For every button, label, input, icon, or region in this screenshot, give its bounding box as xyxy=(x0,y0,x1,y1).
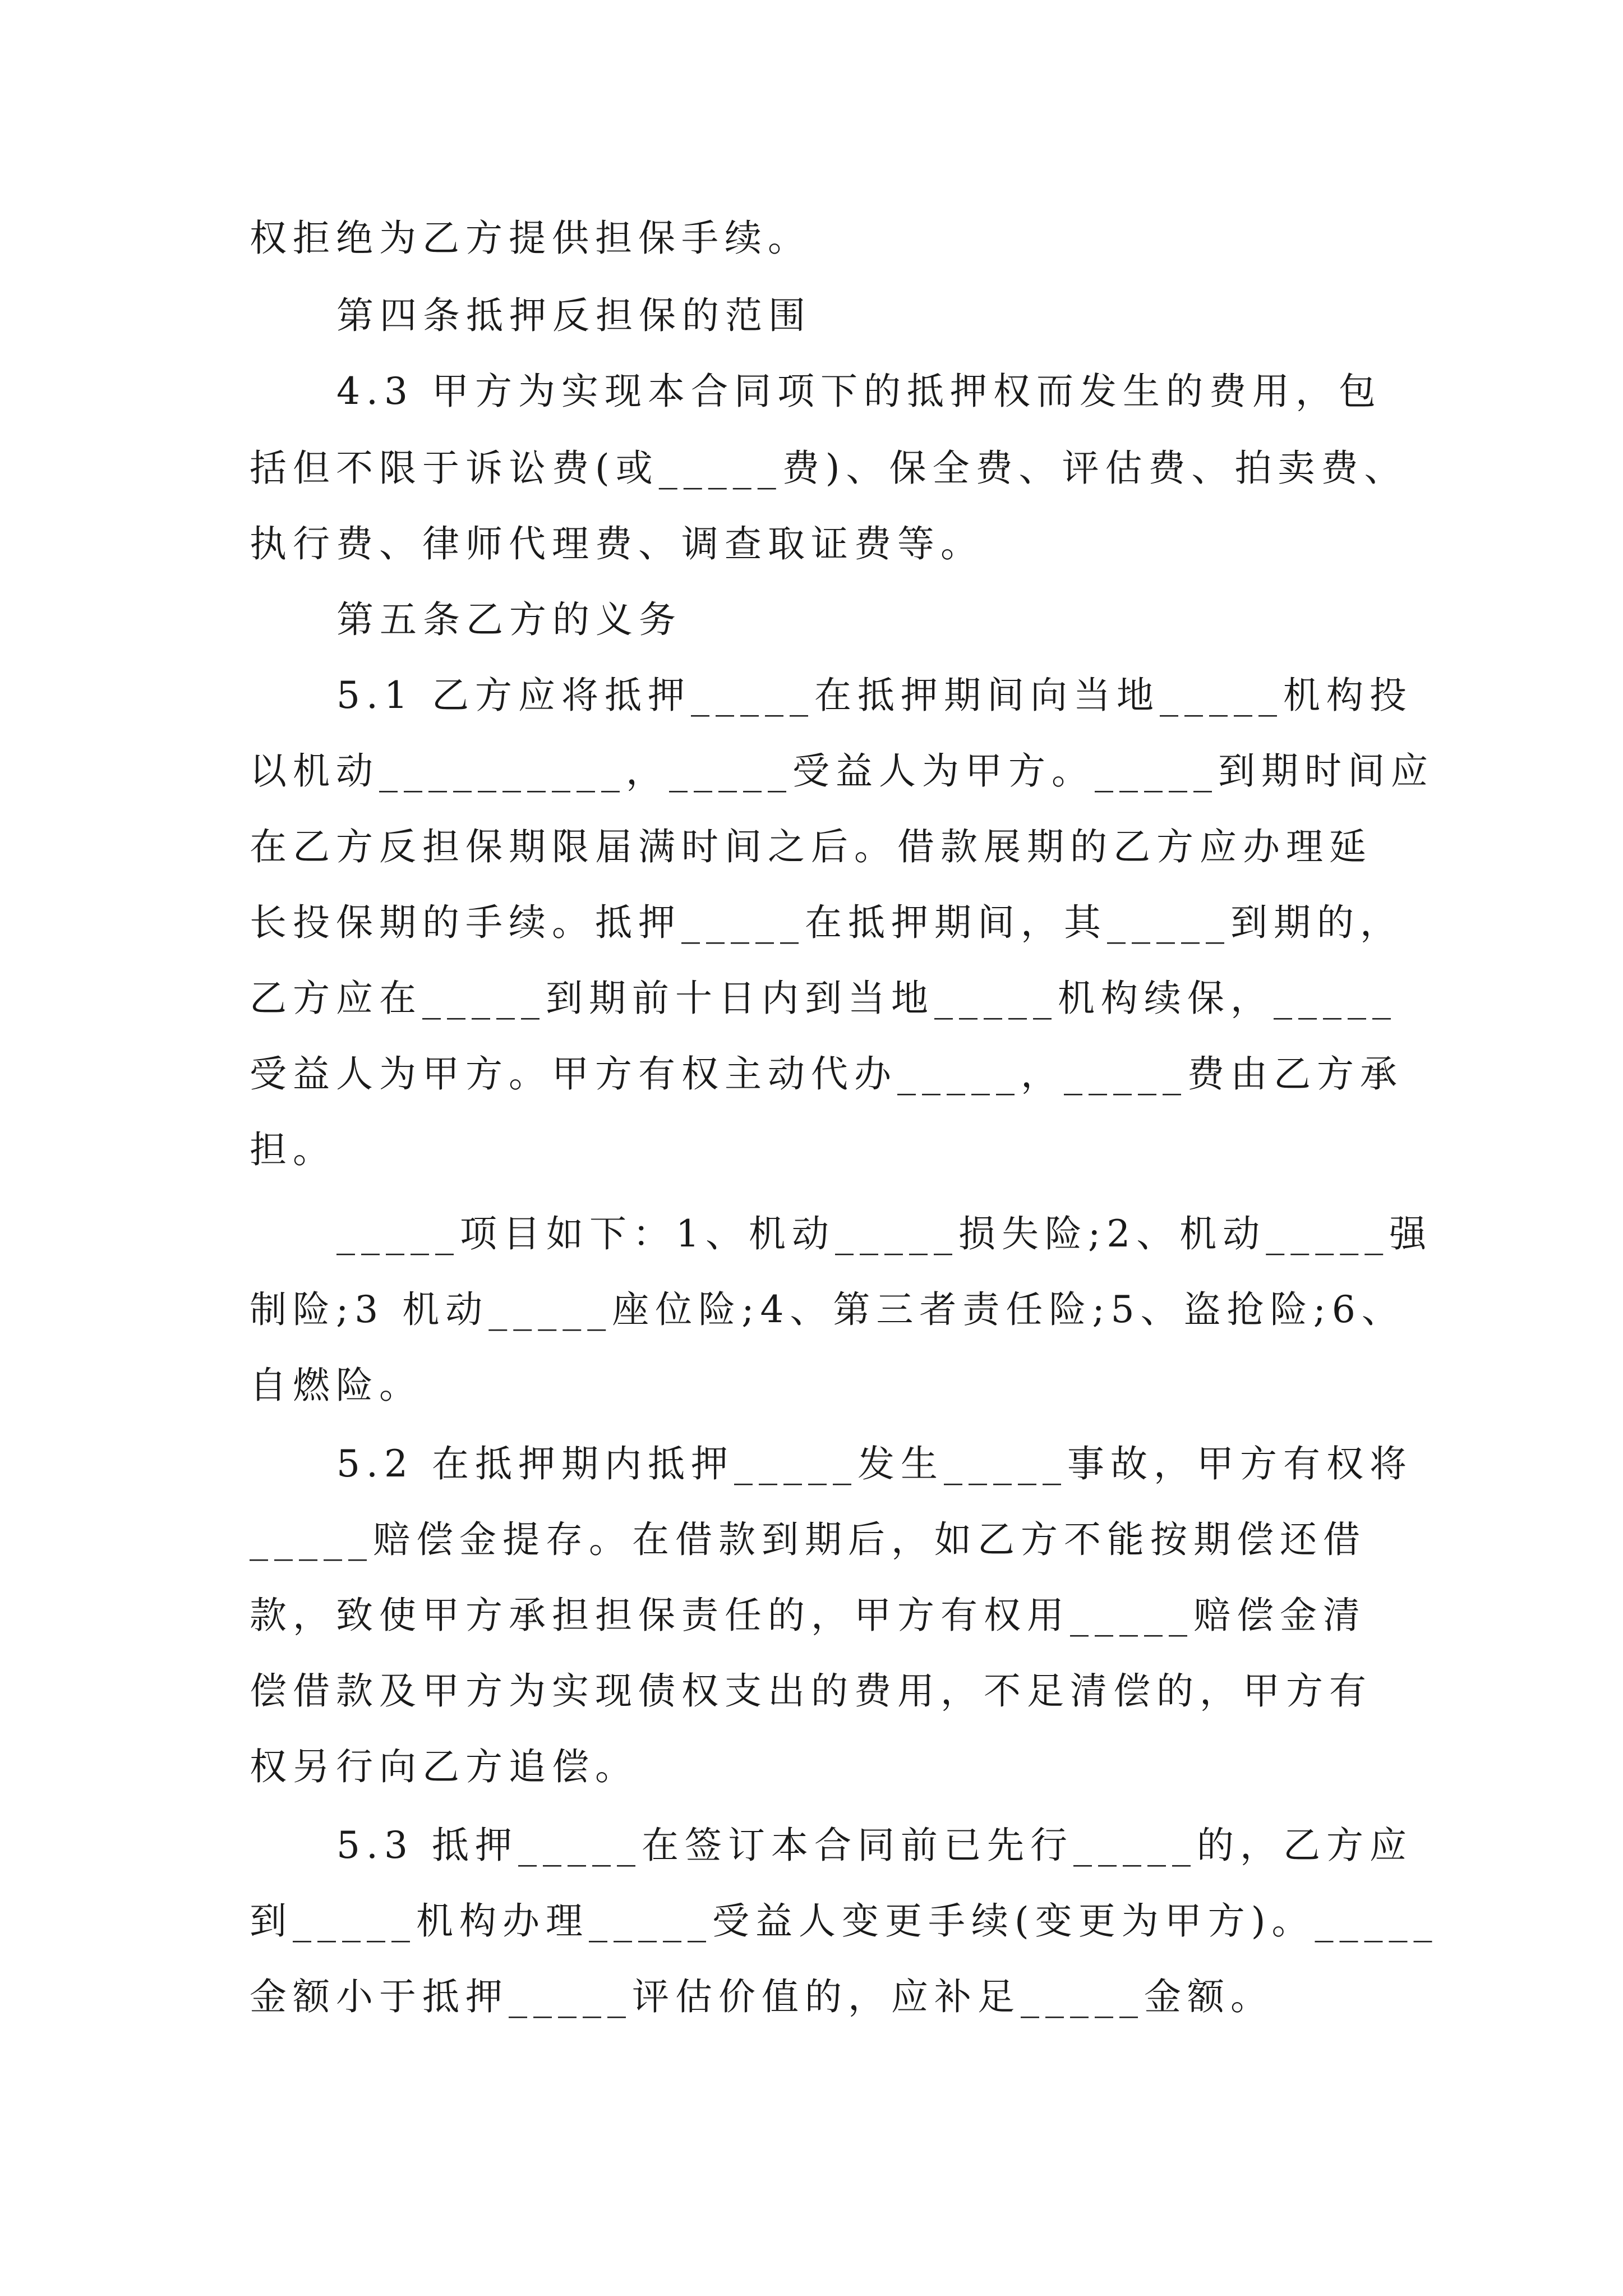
text-line: 到_____机构办理_____受益人变更手续(变更为甲方)。_____ xyxy=(250,1899,1438,1943)
text-line: 4.3 甲方为实现本合同项下的抵押权而发生的费用，包 xyxy=(336,370,1382,413)
text-line: 偿借款及甲方为实现债权支出的费用，不足清偿的，甲方有 xyxy=(250,1669,1372,1713)
text-line: 受益人为甲方。甲方有权主动代办_____，_____费由乙方承 xyxy=(250,1052,1403,1096)
text-line: 执行费、律师代理费、调查取证费等。 xyxy=(250,522,984,565)
text-line: 乙方应在_____到期前十日内到当地_____机构续保，_____ xyxy=(250,977,1397,1020)
text-line: 担。 xyxy=(250,1128,336,1171)
text-line: 5.2 在抵押期内抵押_____发生_____事故，甲方有权将 xyxy=(336,1442,1413,1485)
section-heading: 第四条抵押反担保的范围 xyxy=(336,294,811,337)
text-line: 权另行向乙方追偿。 xyxy=(250,1745,638,1788)
text-line: 款，致使甲方承担担保责任的，甲方有权用_____赔偿金清 xyxy=(250,1594,1366,1637)
text-line: 在乙方反担保期限届满时间之后。借款展期的乙方应办理延 xyxy=(250,825,1372,868)
text-line: 5.1 乙方应将抵押_____在抵押期间向当地_____机构投 xyxy=(336,674,1413,717)
text-line: _____赔偿金提存。在借款到期后，如乙方不能按期偿还借 xyxy=(250,1518,1366,1561)
text-line: 括但不限于诉讼费(或_____费)、保全费、评估费、拍卖费、 xyxy=(250,447,1408,490)
text-line: _____项目如下：1、机动_____损失险;2、机动_____强 xyxy=(336,1212,1433,1255)
section-heading: 第五条乙方的义务 xyxy=(336,598,682,641)
text-line: 权拒绝为乙方提供担保手续。 xyxy=(250,217,811,260)
text-line: 自燃险。 xyxy=(250,1364,422,1407)
text-line: 以机动__________，_____受益人为甲方。_____到期时间应 xyxy=(250,749,1434,793)
text-line: 制险;3 机动_____座位险;4、第三者责任险;5、盗抢险;6、 xyxy=(250,1288,1405,1331)
text-line: 长投保期的手续。抵押_____在抵押期间，其_____到期的， xyxy=(250,901,1403,944)
text-line: 5.3 抵押_____在签订本合同前已先行_____的，乙方应 xyxy=(336,1824,1413,1867)
text-line: 金额小于抵押_____评估价值的，应补足_____金额。 xyxy=(250,1975,1274,2018)
